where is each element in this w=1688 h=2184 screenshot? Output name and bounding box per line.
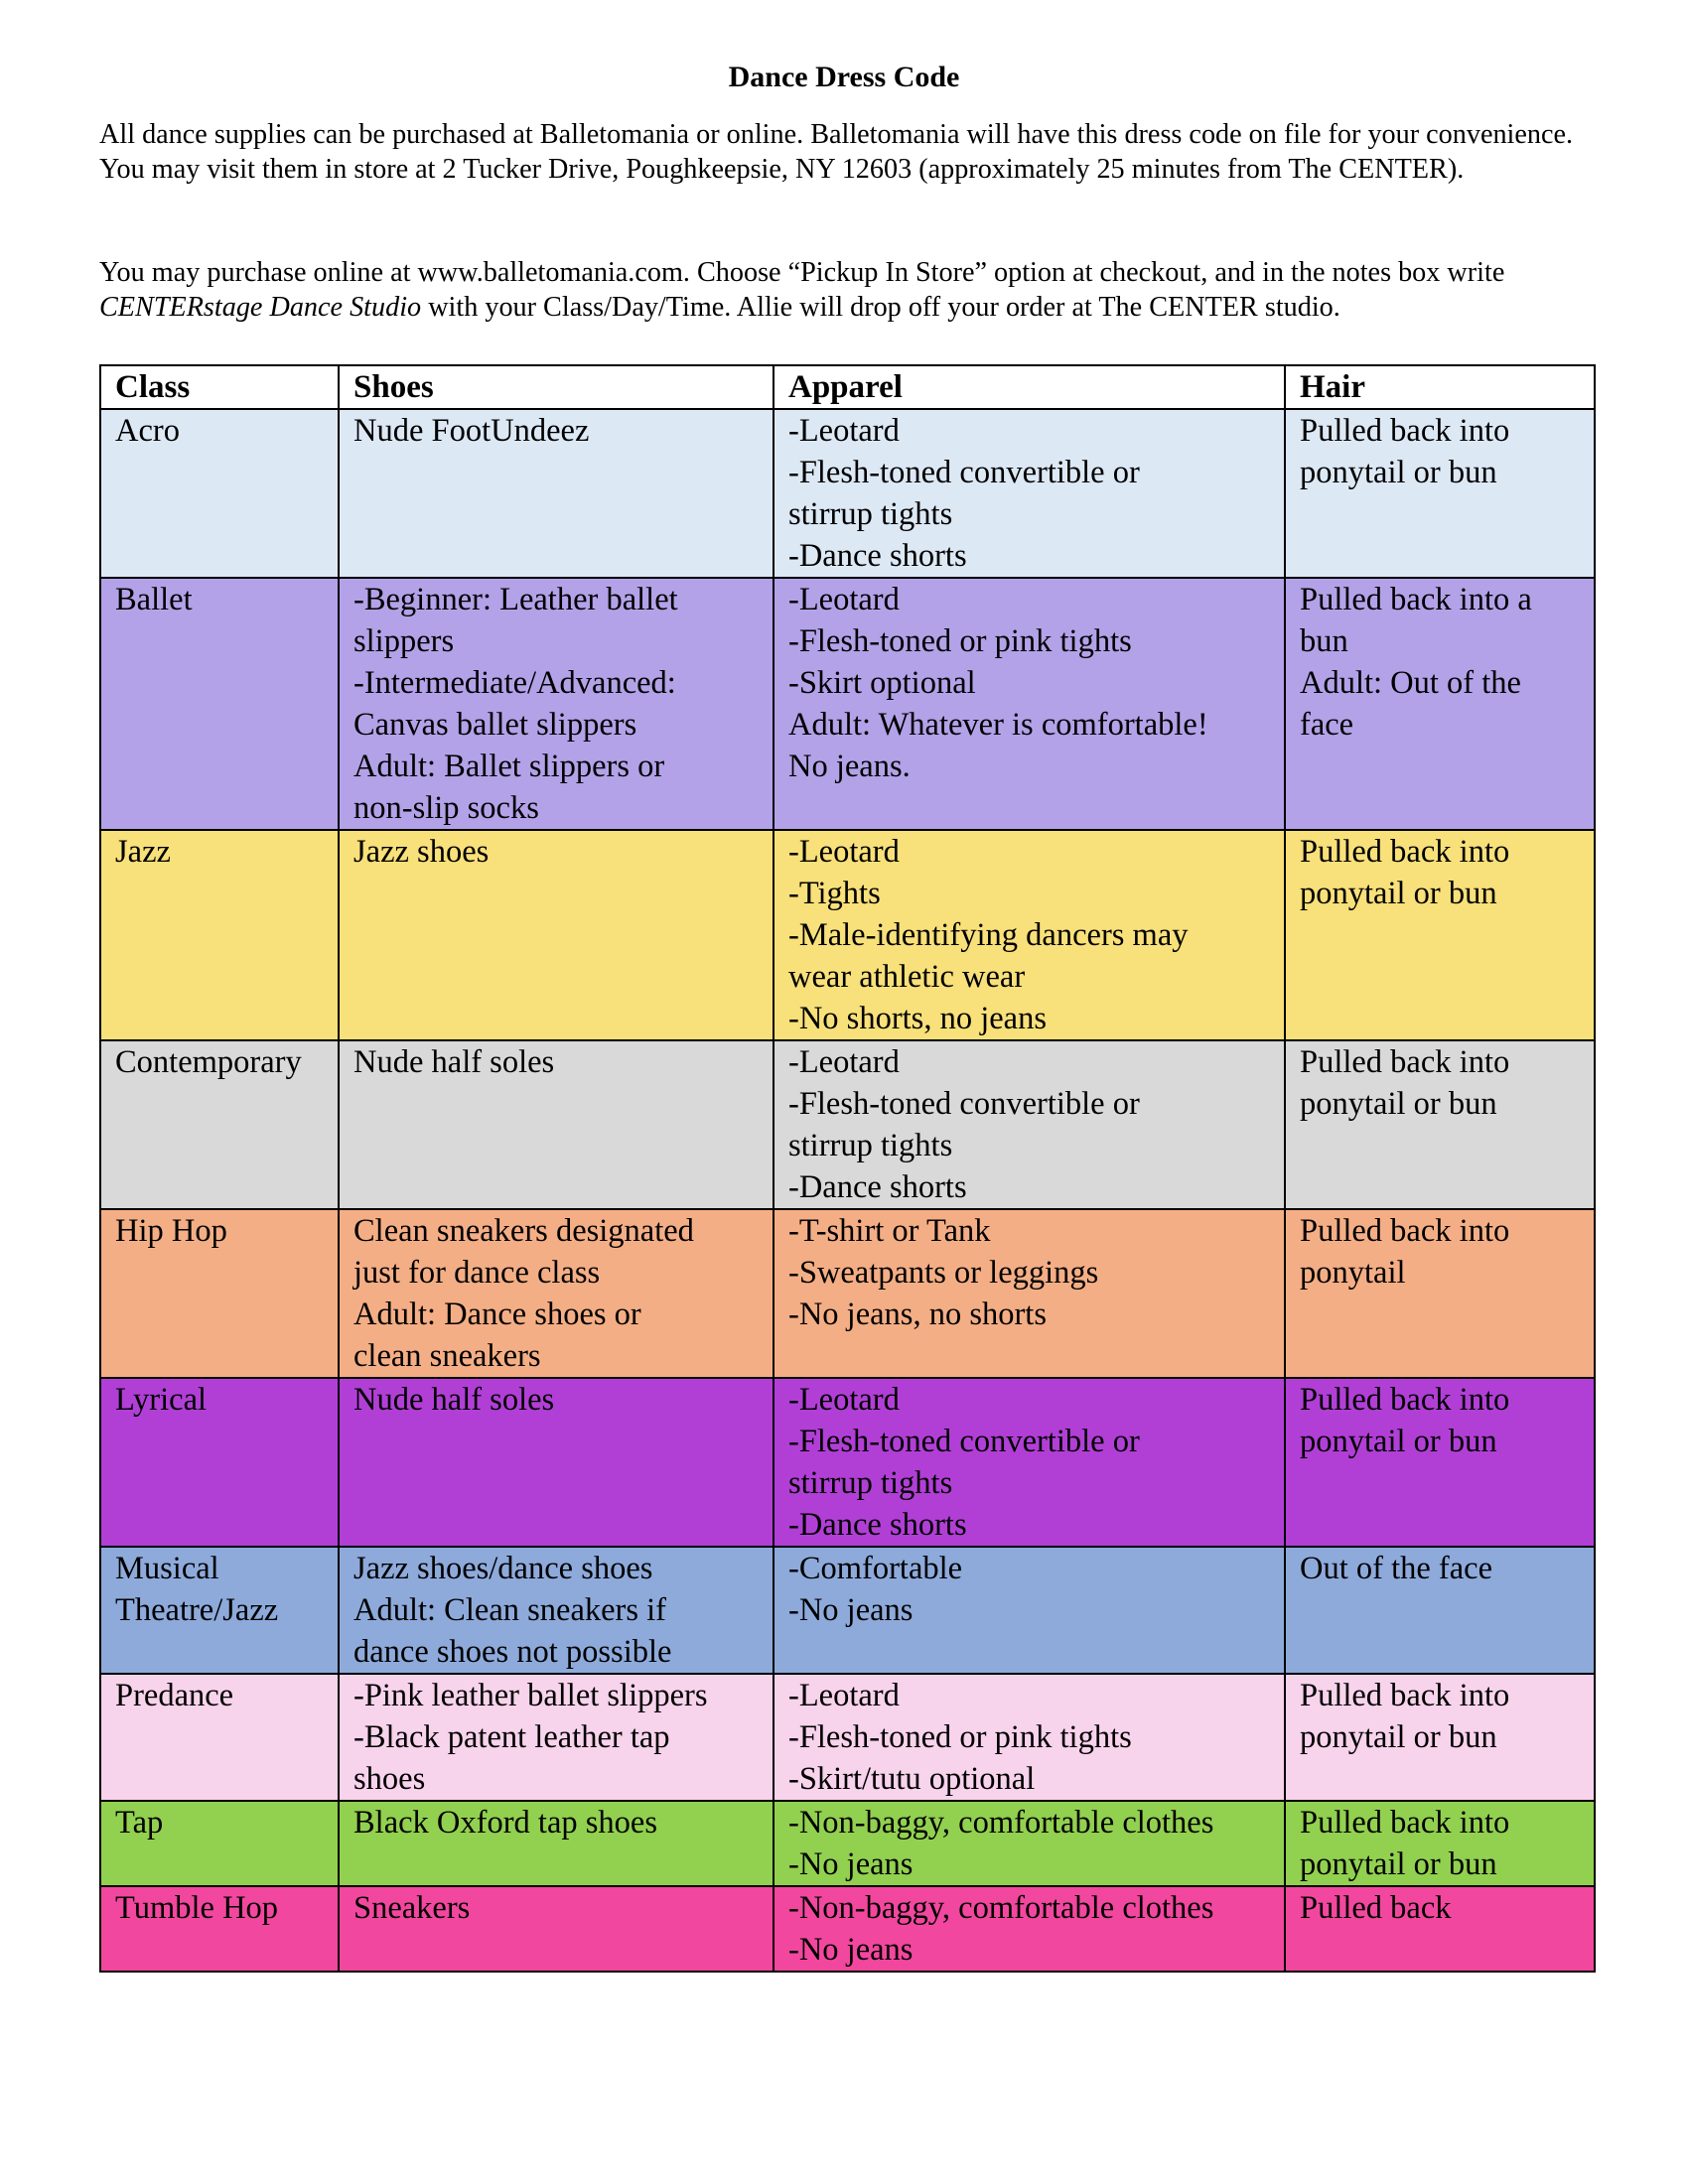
cell-shoes [339,1886,774,1972]
cell-line: No jeans. [788,749,911,784]
cell-line: Pulled back into [1300,1678,1510,1713]
intro-paragraph-online-order [99,255,1618,325]
cell-line: Tap [115,1805,164,1841]
cell-line: -Leotard [788,413,900,449]
table-row [100,1674,1595,1801]
cell-line: non-slip socks [353,790,539,826]
cell-shoes [339,1040,774,1209]
cell-line: -Leotard [788,1382,900,1418]
cell-shoes [339,1209,774,1378]
header-shoes: Shoes [339,365,774,409]
cell-line: -Flesh-toned convertible or [788,1086,1140,1122]
cell-line: -Pink leather ballet slippers [353,1678,708,1713]
cell-apparel [774,578,1285,830]
cell-line: -Flesh-toned or pink tights [788,1719,1132,1755]
cell-shoes [339,1378,774,1547]
cell-line: Theatre/Jazz [115,1592,279,1628]
cell-line: Acro [115,413,180,449]
cell-line: -Dance shorts [788,1169,967,1205]
cell-hair [1285,1378,1595,1547]
cell-class [100,1040,339,1209]
intro-text-after: with your Class/Day/Time. Allie will drop off your order at The CENTER studio. [421,292,1340,323]
cell-line: -No jeans [788,1592,914,1628]
cell-line: -Skirt/tutu optional [788,1761,1036,1797]
cell-line: Pulled back into a [1300,582,1532,617]
cell-line: stirrup tights [788,1465,953,1501]
cell-line: -Non-baggy, comfortable clothes [788,1890,1214,1926]
cell-line: -Flesh-toned convertible or [788,455,1140,490]
cell-line: Lyrical [115,1382,208,1418]
table-row [100,1209,1595,1378]
cell-line: Hip Hop [115,1213,227,1249]
cell-line: -Flesh-toned convertible or [788,1424,1140,1459]
cell-line: -Tights [788,876,881,911]
cell-line: -Male-identifying dancers may [788,917,1189,953]
cell-line: -Flesh-toned or pink tights [788,623,1132,659]
cell-line: Pulled back into [1300,834,1510,870]
cell-hair [1285,1886,1595,1972]
table-row [100,409,1595,578]
cell-line: -T-shirt or Tank [788,1213,991,1249]
cell-line: shoes [353,1761,426,1797]
cell-line: stirrup tights [788,1128,953,1163]
cell-line: Pulled back [1300,1890,1452,1926]
intro-text-before: You may purchase online at www.balletomania.com. Choose “Pickup In Store” option at checkout, and in the notes box write [99,257,1505,288]
intro-paragraph-supplies: All dance supplies can be purchased at Balletomania or online. Balletomania will have this dress code on file for your convenience. You may visit them in store at 2 Tucker Drive, Poughkeepsie, NY 12603 (approximately 25 minutes from The CENTER). [99,119,1574,185]
cell-line: -No jeans [788,1932,914,1968]
cell-shoes [339,1801,774,1886]
cell-line: Contemporary [115,1044,302,1080]
table-header-row [100,365,1595,409]
cell-class [100,409,339,578]
cell-line: Adult: Out of the [1300,665,1521,701]
cell-line: ponytail or bun [1300,1719,1497,1755]
cell-shoes [339,1674,774,1801]
cell-line: Adult: Ballet slippers or [353,749,665,784]
cell-shoes [339,830,774,1040]
cell-line: -Beginner: Leather ballet [353,582,678,617]
cell-line: -Dance shorts [788,538,967,574]
cell-line: face [1300,707,1354,743]
cell-hair [1285,1209,1595,1378]
cell-line: clean sneakers [353,1338,541,1374]
cell-line: Sneakers [353,1890,471,1926]
table-row [100,1378,1595,1547]
cell-shoes [339,409,774,578]
cell-line: -No shorts, no jeans [788,1001,1047,1036]
cell-shoes [339,1547,774,1674]
cell-line: just for dance class [353,1255,601,1291]
cell-line: ponytail or bun [1300,876,1497,911]
cell-line: Black Oxford tap shoes [353,1805,657,1841]
cell-line: Clean sneakers designated [353,1213,694,1249]
cell-line: Nude half soles [353,1044,555,1080]
cell-line: bun [1300,623,1348,659]
cell-line: Pulled back into [1300,1213,1510,1249]
cell-apparel [774,1547,1285,1674]
table-row [100,578,1595,830]
cell-shoes [339,578,774,830]
cell-line: Musical [115,1551,219,1586]
cell-class [100,830,339,1040]
cell-line: ponytail [1300,1255,1406,1291]
cell-hair [1285,1801,1595,1886]
cell-line: Jazz [115,834,171,870]
cell-apparel [774,1674,1285,1801]
cell-line: -Leotard [788,834,900,870]
header-hair: Hair [1285,365,1595,409]
cell-line: ponytail or bun [1300,1086,1497,1122]
cell-line: Adult: Dance shoes or [353,1297,641,1332]
cell-line: Pulled back into [1300,1805,1510,1841]
header-apparel: Apparel [774,365,1285,409]
header-class: Class [100,365,339,409]
cell-line: Out of the face [1300,1551,1493,1586]
cell-line: wear athletic wear [788,959,1026,995]
cell-line: slippers [353,623,455,659]
cell-line: -Skirt optional [788,665,976,701]
cell-line: Pulled back into [1300,1044,1510,1080]
cell-hair [1285,1040,1595,1209]
cell-line: Jazz shoes [353,834,490,870]
cell-hair [1285,409,1595,578]
table-row [100,1547,1595,1674]
cell-line: -Leotard [788,1678,900,1713]
cell-line: -Sweatpants or leggings [788,1255,1099,1291]
dress-code-table [99,364,1596,1973]
cell-line: Nude FootUndeez [353,413,590,449]
cell-class [100,578,339,830]
cell-line: Canvas ballet slippers [353,707,637,743]
cell-apparel [774,830,1285,1040]
cell-apparel [774,409,1285,578]
studio-name: CENTERstage Dance Studio [99,292,422,323]
cell-line: -Leotard [788,582,900,617]
cell-line: -No jeans, no shorts [788,1297,1047,1332]
cell-apparel [774,1209,1285,1378]
cell-line: ponytail or bun [1300,1424,1497,1459]
cell-hair [1285,578,1595,830]
cell-class [100,1547,339,1674]
cell-line: Adult: Whatever is comfortable! [788,707,1208,743]
cell-line: dance shoes not possible [353,1634,672,1670]
table-row [100,1040,1595,1209]
cell-apparel [774,1801,1285,1886]
cell-hair [1285,1547,1595,1674]
table-row [100,1801,1595,1886]
page-title: Dance Dress Code [728,61,960,93]
cell-line: Jazz shoes/dance shoes [353,1551,653,1586]
cell-apparel [774,1378,1285,1547]
table-row [100,830,1595,1040]
cell-line: -Non-baggy, comfortable clothes [788,1805,1214,1841]
cell-hair [1285,1674,1595,1801]
cell-line: Adult: Clean sneakers if [353,1592,666,1628]
cell-line: stirrup tights [788,496,953,532]
cell-apparel [774,1886,1285,1972]
cell-line: Tumble Hop [115,1890,279,1926]
cell-line: Pulled back into [1300,413,1510,449]
cell-class [100,1209,339,1378]
cell-apparel [774,1040,1285,1209]
cell-line: Ballet [115,582,193,617]
cell-line: -Intermediate/Advanced: [353,665,676,701]
cell-line: -Leotard [788,1044,900,1080]
cell-class [100,1378,339,1547]
table-row [100,1886,1595,1972]
cell-line: -Dance shorts [788,1507,967,1543]
cell-class [100,1674,339,1801]
cell-line: Nude half soles [353,1382,555,1418]
cell-class [100,1801,339,1886]
cell-line: -Comfortable [788,1551,963,1586]
cell-line: ponytail or bun [1300,1846,1497,1882]
cell-line: ponytail or bun [1300,455,1497,490]
cell-line: Predance [115,1678,234,1713]
cell-class [100,1886,339,1972]
cell-line: -Black patent leather tap [353,1719,670,1755]
cell-hair [1285,830,1595,1040]
cell-line: -No jeans [788,1846,914,1882]
cell-line: Pulled back into [1300,1382,1510,1418]
